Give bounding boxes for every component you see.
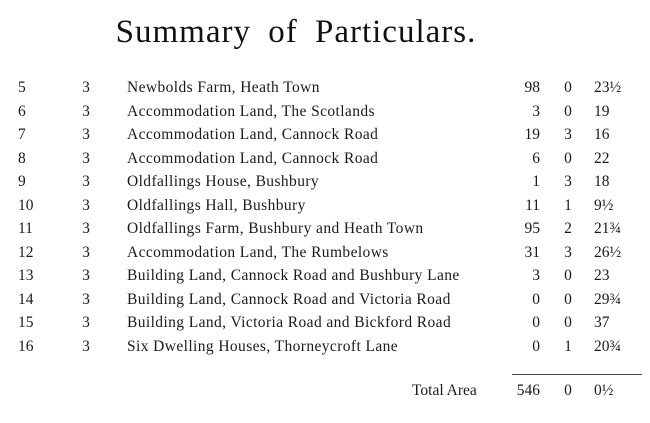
roods: 2: [564, 220, 572, 237]
table-row: [0, 150, 650, 174]
acres: 0: [532, 290, 540, 308]
plan-number: 3: [82, 102, 90, 120]
lot-number: 9: [18, 173, 26, 190]
lot-description: Building Land, Cannock Road and Bushbury Lane: [127, 267, 460, 284]
table-row: [0, 126, 650, 150]
perches: 18: [594, 173, 610, 190]
lot-number: 5: [18, 79, 26, 96]
table-row: [0, 79, 650, 103]
acres: 3: [532, 267, 540, 284]
roods: 3: [564, 126, 572, 143]
lot-number: 11: [18, 220, 33, 237]
acres: 11: [525, 196, 540, 214]
plan-number: 3: [82, 196, 90, 214]
acres: 0: [532, 337, 540, 355]
lot-number: 13: [18, 267, 34, 284]
lot-description: Oldfallings Hall, Bushbury: [127, 196, 306, 214]
table-row: [0, 197, 650, 221]
roods: 1: [564, 196, 572, 214]
plan-number: 3: [82, 337, 90, 355]
roods: 3: [564, 243, 572, 261]
particulars-table: [0, 79, 650, 361]
plan-number: 3: [82, 79, 90, 96]
plan-number: 3: [82, 267, 90, 284]
lot-description: Building Land, Victoria Road and Bickford Road: [127, 314, 452, 331]
acres: 95: [524, 220, 540, 237]
roods: 0: [564, 149, 572, 167]
acres: 1: [532, 173, 540, 190]
acres: 98: [524, 79, 540, 96]
roods: 0: [564, 314, 572, 331]
lot-description: Accommodation Land, Cannock Road: [127, 149, 379, 167]
lot-number: 6: [18, 102, 26, 120]
perches: 26½: [594, 243, 622, 261]
lot-number: 8: [18, 149, 26, 167]
roods: 0: [564, 102, 572, 120]
perches: 16: [594, 126, 610, 143]
plan-number: 3: [82, 243, 90, 261]
table-row: [0, 314, 650, 338]
roods: 0: [564, 79, 572, 96]
acres: 6: [532, 149, 540, 167]
total-rule: [512, 374, 642, 375]
lot-description: Oldfallings House, Bushbury: [127, 173, 320, 190]
table-row: [0, 338, 650, 362]
table-row: [0, 103, 650, 127]
lot-number: 7: [18, 126, 26, 143]
lot-number: 10: [18, 196, 34, 214]
total-perches: 0½: [594, 382, 614, 399]
perches: 37: [594, 314, 610, 331]
table-row: [0, 267, 650, 291]
perches: 20¾: [594, 337, 622, 355]
table-row: [0, 291, 650, 315]
lot-number: 16: [18, 337, 34, 355]
lot-description: Accommodation Land, Cannock Road: [127, 126, 379, 143]
perches: 29¾: [594, 290, 622, 308]
plan-number: 3: [82, 173, 90, 190]
plan-number: 3: [82, 290, 90, 308]
plan-number: 3: [82, 126, 90, 143]
acres: 19: [524, 126, 540, 143]
acres: 0: [532, 314, 540, 331]
plan-number: 3: [82, 314, 90, 331]
total-label: Total Area: [412, 382, 477, 399]
roods: 0: [564, 267, 572, 284]
perches: 9½: [594, 196, 614, 214]
table-row: [0, 220, 650, 244]
roods: 3: [564, 173, 572, 190]
acres: 3: [532, 102, 540, 120]
perches: 23½: [594, 79, 622, 96]
lot-description: Accommodation Land, The Scotlands: [127, 102, 375, 120]
lot-number: 14: [18, 290, 34, 308]
perches: 19: [594, 102, 610, 120]
table-row: [0, 244, 650, 268]
perches: 21¾: [594, 220, 622, 237]
lot-number: 15: [18, 314, 34, 331]
lot-number: 12: [18, 243, 34, 261]
table-row: [0, 173, 650, 197]
roods: 0: [564, 290, 572, 308]
total-acres: 546: [516, 382, 540, 399]
lot-description: Six Dwelling Houses, Thorneycroft Lane: [127, 337, 399, 355]
roods: 1: [564, 337, 572, 355]
lot-description: Building Land, Cannock Road and Victoria Road: [127, 290, 451, 308]
total-roods: 0: [564, 382, 572, 399]
plan-number: 3: [82, 149, 90, 167]
total-row: [0, 382, 650, 406]
lot-description: Newbolds Farm, Heath Town: [127, 79, 320, 96]
perches: 23: [594, 267, 610, 284]
plan-number: 3: [82, 220, 90, 237]
page-title: Summary of Particulars.: [115, 14, 477, 50]
perches: 22: [594, 149, 610, 167]
lot-description: Accommodation Land, The Rumbelows: [127, 243, 389, 261]
acres: 31: [524, 243, 540, 261]
lot-description: Oldfallings Farm, Bushbury and Heath Town: [127, 220, 424, 237]
